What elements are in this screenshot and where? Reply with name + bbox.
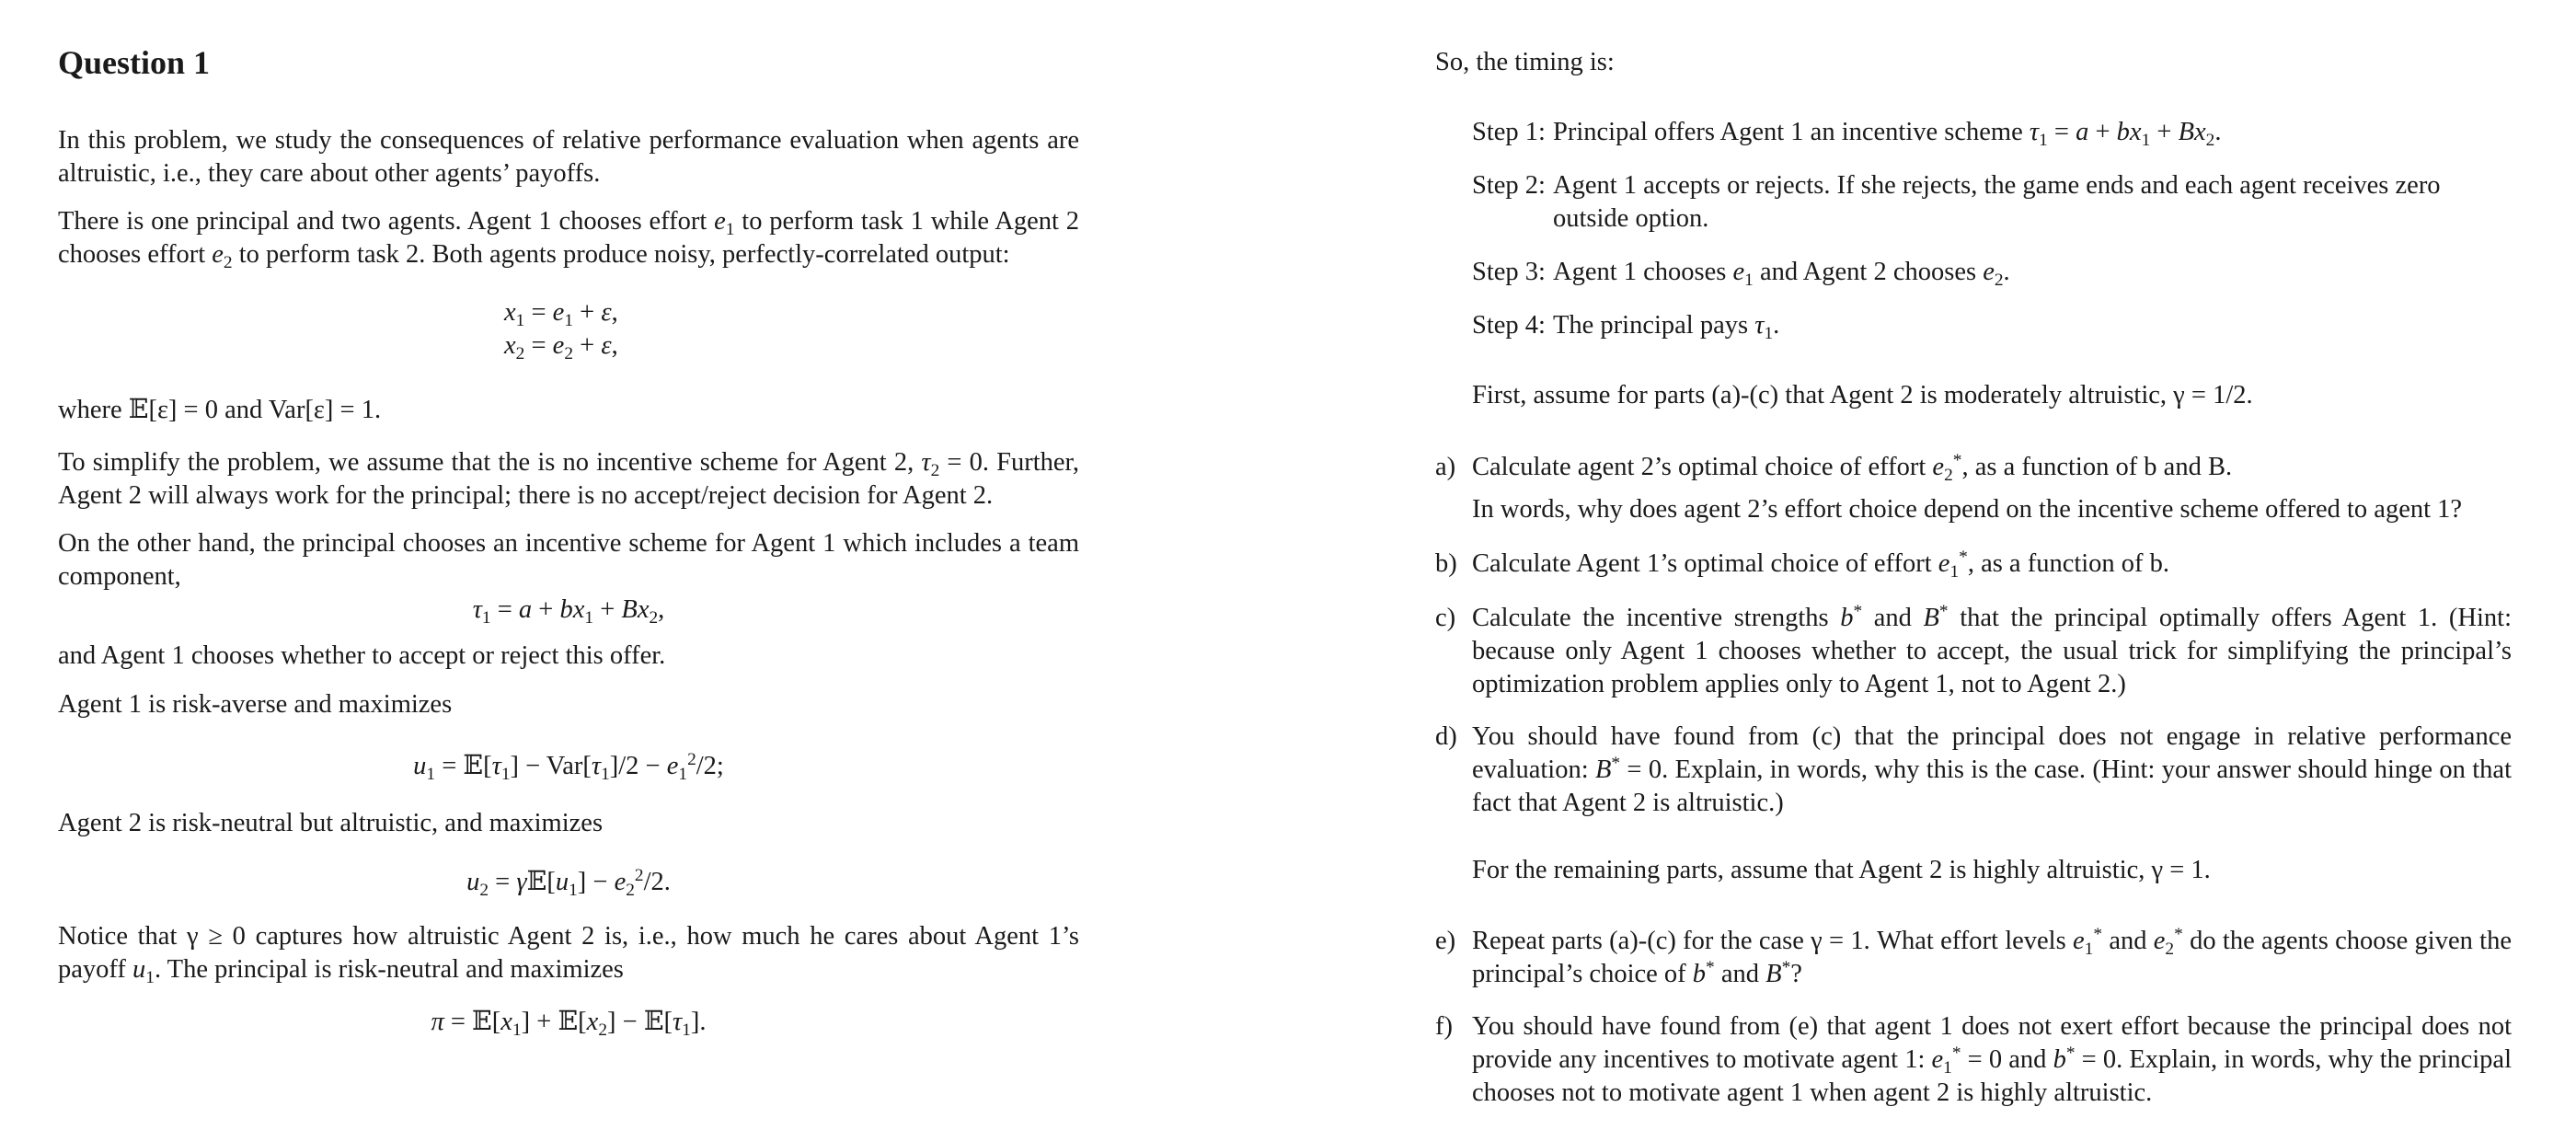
high-altruism-assumption: For the remaining parts, assume that Agent 2 is highly altruistic, γ = 1. [1472, 856, 2211, 884]
altruism-paragraph: Notice that γ ≥ 0 captures how altruistic Agent 2 is, i.e., how much he cares about Agent 1’s payoff $u_1$. The principal is risk-neutral and maximizes [58, 922, 1079, 987]
moderate-altruism-assumption: First, assume for parts (a)-(c) that Agent 2 is moderately altruistic, γ = 1/2. [1472, 381, 2253, 409]
intro-paragraph: In this problem, we study the consequences of relative performance evaluation when agents are altruistic, i.e., they care about other agents’ payoffs. [58, 126, 1079, 188]
agent1-utility-intro: Agent 1 is risk-averse and maximizes [58, 690, 453, 719]
equation-u2: $u_2$ = $\gamma 𝔼[u_1] - e_2^2/2$. [466, 866, 671, 900]
equation-tau1: $\tau_1 = a + bx_1 + Bx_2$, [472, 595, 665, 628]
agent2-paragraph: To simplify the problem, we assume that the is no incentive scheme for Agent 2, $\tau_2 = 0$. Further, Agent 2 will always work for the principal; there is no accept/reject decision for Agent 2. [58, 448, 1079, 510]
question-title: Question 1 [58, 44, 211, 81]
output-equations [504, 296, 618, 363]
agent1-scheme-paragraph: On the other hand, the principal chooses an incentive scheme for Agent 1 which includes a team component, [58, 529, 1079, 591]
setup-paragraph: There is one principal and two agents. Agent 1 chooses effort $e_1$ to perform task 1 while Agent 2 chooses effort $e_2$ to perform task 2. Both agents produce noisy, perfectly-correlated output: [58, 207, 1079, 272]
agent2-utility-intro: Agent 2 is risk-neutral but altruistic, and maximizes [58, 809, 604, 837]
timing-heading: So, the timing is: [1435, 48, 1615, 76]
noise-assumption: where 𝔼[ε] = 0 and Var[ε] = 1. [58, 396, 382, 424]
equation-x1: $x_1 = e_1 + \varepsilon$, [504, 298, 618, 330]
equation-x2: $x_2 = e_2 + \varepsilon$, [504, 331, 618, 363]
part-a-followup: In words, why does agent 2’s effort choice depend on the incentive scheme offered to agent 1? [1472, 495, 2463, 524]
accept-reject-paragraph: and Agent 1 chooses whether to accept or reject this offer. [58, 641, 666, 670]
equation-u1: $u_1$ = $𝔼[\tau_1] - Var[\tau_1]/2 - e_1^2/2$; [413, 750, 724, 784]
equation-pi: $\pi = 𝔼[x_1]$ + $𝔼[x_2]$ − $𝔼[\tau_1]$. [431, 1008, 707, 1040]
